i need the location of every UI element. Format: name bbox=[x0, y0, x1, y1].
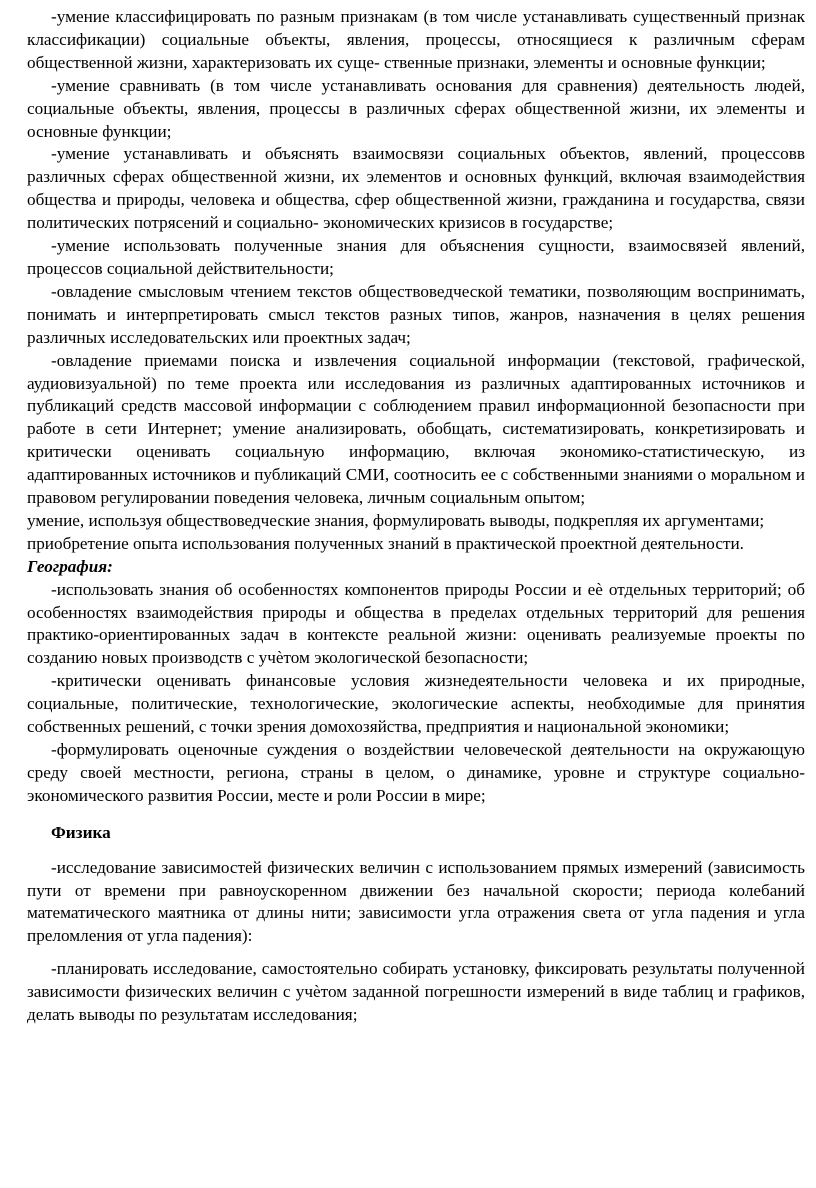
paragraph: -умение устанавливать и объяснять взаимосвязи социальных объектов, явлений, процессовв различных сферах общественной жизни, их элементов и основных функций, включая взаимодействия общества и природы, человека и общества, сфер общественной жизни, гражданина и государства, связи политических потрясений и социально- экономических кризисов в государстве; bbox=[27, 144, 805, 233]
paragraph: -использовать знания об особенностях компонентов природы России и еѐ отдельных территорий; об особенностях взаимодействия природы и общества в пределах отдельных территорий для решения практико-ориентированных задач в контексте реальной жизни: оценивать реализуемые проекты по созданию новых производств с учѐтом экологической безопасности; bbox=[27, 579, 805, 668]
paragraph: -планировать исследование, самостоятельно собирать установку, фиксировать результаты полученной зависимости физических величин с учѐтом заданной погрешности измерений в виде таблиц и графиков, делать выводы по результатам исследования; bbox=[27, 959, 805, 1025]
paragraph: -умение использовать полученные знания для объяснения сущности, взаимосвязей явлений, процессов социальной действительности; bbox=[27, 236, 805, 278]
paragraph: -овладение смысловым чтением текстов обществоведческой тематики, позволяющим воспринимать, понимать и интерпретировать смысл текстов разных типов, жанров, назначения в целях решения различных исследовательских или проектных задач; bbox=[27, 281, 805, 347]
paragraph: -овладение приемами поиска и извлечения социальной информации (текстовой, графической, аудиовизуальной) по теме проекта или исследования из различных адаптированных источников и публикаций средств массовой информации с соблюдением правил информационной безопасности при работе в сети Интернет; умение анализировать, обобщать, систематизировать, конкретизировать и критически оценивать социальную информацию, включая экономико-статистическую, из адаптированных источников и публикаций СМИ, соотносить ее с собственными знаниями о моральном и правовом регулировании поведения человека, личным социальным опытом; bbox=[27, 350, 805, 508]
paragraph: умение, используя обществоведческие знания, формулировать выводы, подкрепляя их аргументами; bbox=[27, 510, 765, 530]
paragraph: приобретение опыта использования полученных знаний в практической проектной деятельности. bbox=[27, 533, 744, 553]
paragraph: -умение классифицировать по разным признакам (в том числе устанавливать существенный признак классификации) социальные объекты, явления, процессы, относящиеся к различным сферам общественной жизни, характеризовать их суще- ственные признаки, элементы и основные функции; bbox=[27, 7, 805, 72]
paragraph: -умение сравнивать (в том числе устанавливать основания для сравнения) деятельность людей, социальные объекты, явления, процессы в различных сферах общественной жизни, их элементы и основные функции; bbox=[27, 75, 805, 141]
paragraph: -формулировать оценочные суждения о воздействии человеческой деятельности на окружающую среду своей местности, региона, страны в целом, о динамике, уровне и структуре социально-экономического развития России, месте и роли России в мире; bbox=[27, 740, 805, 805]
section-heading-geography: География: bbox=[27, 556, 113, 576]
section-heading-physics: Физика bbox=[51, 822, 111, 842]
paragraph: -критически оценивать финансовые условия жизнедеятельности человека и их природные, социальные, политические, технологические, экологические аспекты, необходимые для принятия собственных решений, с точки зрения домохозяйства, предприятия и национальной экономики; bbox=[27, 671, 805, 737]
paragraph: -исследование зависимостей физических величин с использованием прямых измерений (зависимость пути от времени при равноускоренном движении без начальной скорости; периода колебаний математического маятника от длины нити; зависимости угла отражения света от угла падения и угла преломления от угла падения): bbox=[27, 857, 805, 946]
